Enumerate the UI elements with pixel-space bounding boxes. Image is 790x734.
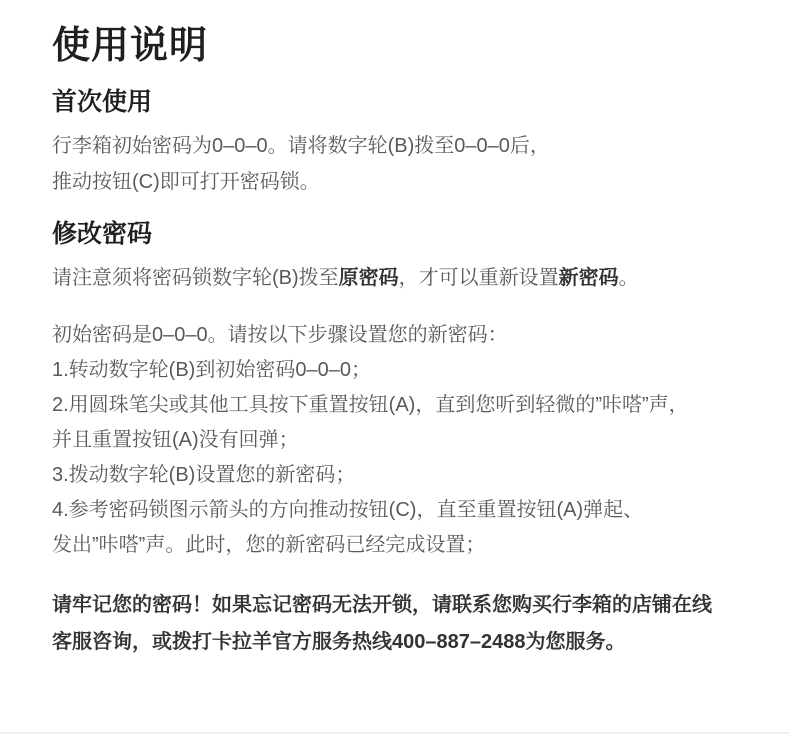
step-line-1: 1.转动数字轮(B)到初始密码0–0–0； (52, 359, 371, 381)
first-use-paragraph (52, 128, 738, 200)
warning-line-1: 请牢记您的密码！如果忘记密码无法开锁，请联系您购买行李箱的店铺在线 (52, 594, 712, 616)
section-heading-change-password: 修改密码 (52, 220, 153, 248)
note-emphasis-old-password: 原密码 (338, 267, 399, 289)
step-line-4: 4.参考密码锁图示箭头的方向推动按钮(C)，直至重置按钮(A)弹起、 (52, 499, 644, 521)
password-warning (52, 587, 738, 661)
step-line-2-continued: 并且重置按钮(A)没有回弹； (52, 429, 299, 451)
warning-line-2: 客服咨询，或拨打卡拉羊官方服务热线400–887–2488为您服务。 (52, 631, 626, 653)
note-text: 请注意须将密码锁数字轮(B)拨至 (52, 267, 339, 289)
note-emphasis-new-password: 新密码 (558, 267, 619, 289)
first-use-line-1: 行李箱初始密码为0–0–0。请将数字轮(B)拨至0–0–0后， (52, 135, 550, 157)
steps-intro: 初始密码是0–0–0。请按以下步骤设置您的新密码： (52, 324, 508, 346)
step-line-2: 2.用圆珠笔尖或其他工具按下重置按钮(A)，直到您听到轻微的”咔嗒”声， (52, 394, 689, 416)
page-title: 使用说明 (52, 25, 209, 67)
step-line-3: 3.拨动数字轮(B)设置您的新密码； (52, 464, 356, 486)
step-line-4-continued: 发出”咔嗒”声。此时，您的新密码已经完成设置； (52, 534, 486, 556)
note-text: 。 (618, 267, 639, 289)
note-text: ，才可以重新设置 (398, 267, 559, 289)
first-use-line-2: 推动按钮(C)即可打开密码锁。 (52, 171, 320, 193)
password-steps (52, 318, 738, 563)
change-password-note (52, 260, 738, 296)
section-heading-first-use: 首次使用 (52, 88, 153, 116)
